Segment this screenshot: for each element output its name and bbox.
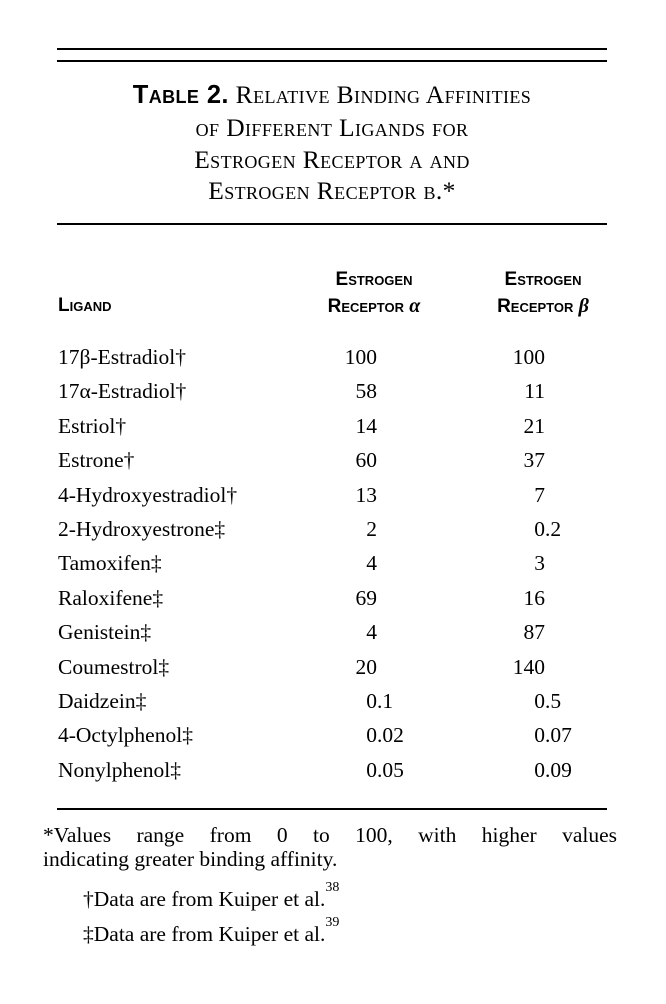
er-alpha-value: 0.1 (366, 688, 394, 713)
ligand-cell: 17β-Estradiol† (58, 345, 186, 369)
ligand-cell: Daidzein‡ (58, 688, 147, 713)
ligand-cell: Estrone† (58, 448, 135, 473)
bottom-rule (57, 808, 607, 810)
ligand-cell: Coumestrol‡ (58, 654, 170, 679)
title-line-1-text: Relative Binding Affinities (228, 80, 532, 109)
reference-number-38: 38 (325, 879, 340, 895)
title-line-1 (57, 79, 607, 112)
ligand-cell: Genistein‡ (58, 620, 152, 645)
table-row (0, 409, 666, 443)
er-alpha-value: 13 (355, 482, 377, 507)
ligand-cell: Nonylphenol‡ (58, 757, 182, 782)
table-row (0, 753, 666, 787)
column-header-er-beta (453, 267, 633, 320)
title-line-3: Estrogen Receptor α and (194, 144, 470, 174)
column-header-er-alpha (284, 267, 464, 320)
er-alpha-value: 60 (355, 448, 377, 473)
er-alpha-value: 14 (355, 413, 377, 438)
er-beta-value: 0.5 (534, 688, 562, 713)
ligand-cell: 4-Hydroxyestradiol† (58, 482, 238, 507)
er-alpha-value: 2 (366, 516, 377, 541)
alpha-symbol: α (409, 295, 421, 317)
table-row (0, 443, 666, 477)
table-row (0, 650, 666, 684)
column-header-ligand: Ligand (58, 295, 112, 316)
er-alpha-value: 100 (344, 345, 377, 369)
er-alpha-value: 20 (355, 654, 377, 679)
er-beta-value: 140 (512, 654, 545, 679)
er-beta-value: 0.07 (534, 723, 572, 748)
ligand-cell: 4-Octylphenol‡ (58, 723, 193, 748)
er-beta-value: 16 (523, 585, 545, 610)
footnote-double-dagger-text: ‡Data are from Kuiper et al. (83, 922, 326, 946)
footnote-dagger-text: †Data are from Kuiper et al. (83, 887, 326, 911)
table-row (0, 684, 666, 718)
title-line-4: Estrogen Receptor β.* (208, 176, 456, 206)
reference-number-39: 39 (325, 914, 340, 930)
er-beta-value: 0.2 (534, 516, 562, 541)
er-alpha-header-line-1: Estrogen (335, 269, 413, 290)
table-row (0, 340, 666, 374)
ligand-cell: 2-Hydroxyestrone‡ (58, 516, 226, 541)
title-divider-rule (57, 223, 607, 225)
top-double-rule (57, 48, 607, 62)
table-row (0, 512, 666, 546)
table-row (0, 546, 666, 580)
footnote-asterisk (43, 824, 617, 871)
er-beta-value: 3 (534, 551, 545, 576)
footnote-asterisk-line-2: indicating greater binding affinity. (43, 846, 338, 871)
table-title (57, 79, 607, 207)
ligand-cell: Tamoxifen‡ (58, 551, 162, 576)
er-alpha-header-line-2: Receptor α (327, 295, 421, 317)
ligand-cell: Raloxifene‡ (58, 585, 164, 610)
er-alpha-value: 4 (366, 551, 377, 576)
er-alpha-value: 69 (355, 585, 377, 610)
er-alpha-value: 4 (366, 620, 377, 645)
footnote-asterisk-line-1: *Values range from 0 to 100, with higher values (43, 823, 617, 847)
er-alpha-value: 0.02 (366, 723, 404, 748)
er-beta-value: 87 (523, 620, 545, 645)
er-alpha-value: 0.05 (366, 757, 404, 782)
ligand-cell: 17α-Estradiol† (58, 379, 187, 404)
er-alpha-value: 58 (355, 379, 377, 404)
er-beta-value: 0.09 (534, 757, 572, 782)
table-body (0, 340, 666, 787)
table-row (0, 374, 666, 408)
table-row (0, 615, 666, 649)
title-line-2: of Different Ligands for (195, 112, 469, 142)
table-number-label: Table 2. (132, 81, 229, 109)
table-row (0, 581, 666, 615)
footnote-dagger (43, 879, 657, 912)
er-beta-value: 7 (534, 482, 545, 507)
er-beta-header-line-2: Receptor β (497, 295, 589, 317)
footnote-double-dagger (43, 914, 657, 947)
er-beta-value: 21 (523, 413, 545, 438)
table-row (0, 478, 666, 512)
ligand-cell: Estriol† (58, 413, 127, 438)
er-beta-value: 100 (512, 345, 545, 369)
beta-symbol: β (578, 295, 589, 317)
table-row (0, 718, 666, 752)
er-beta-value: 37 (523, 448, 545, 473)
er-beta-value: 11 (524, 379, 545, 404)
er-beta-header-line-1: Estrogen (504, 269, 582, 290)
